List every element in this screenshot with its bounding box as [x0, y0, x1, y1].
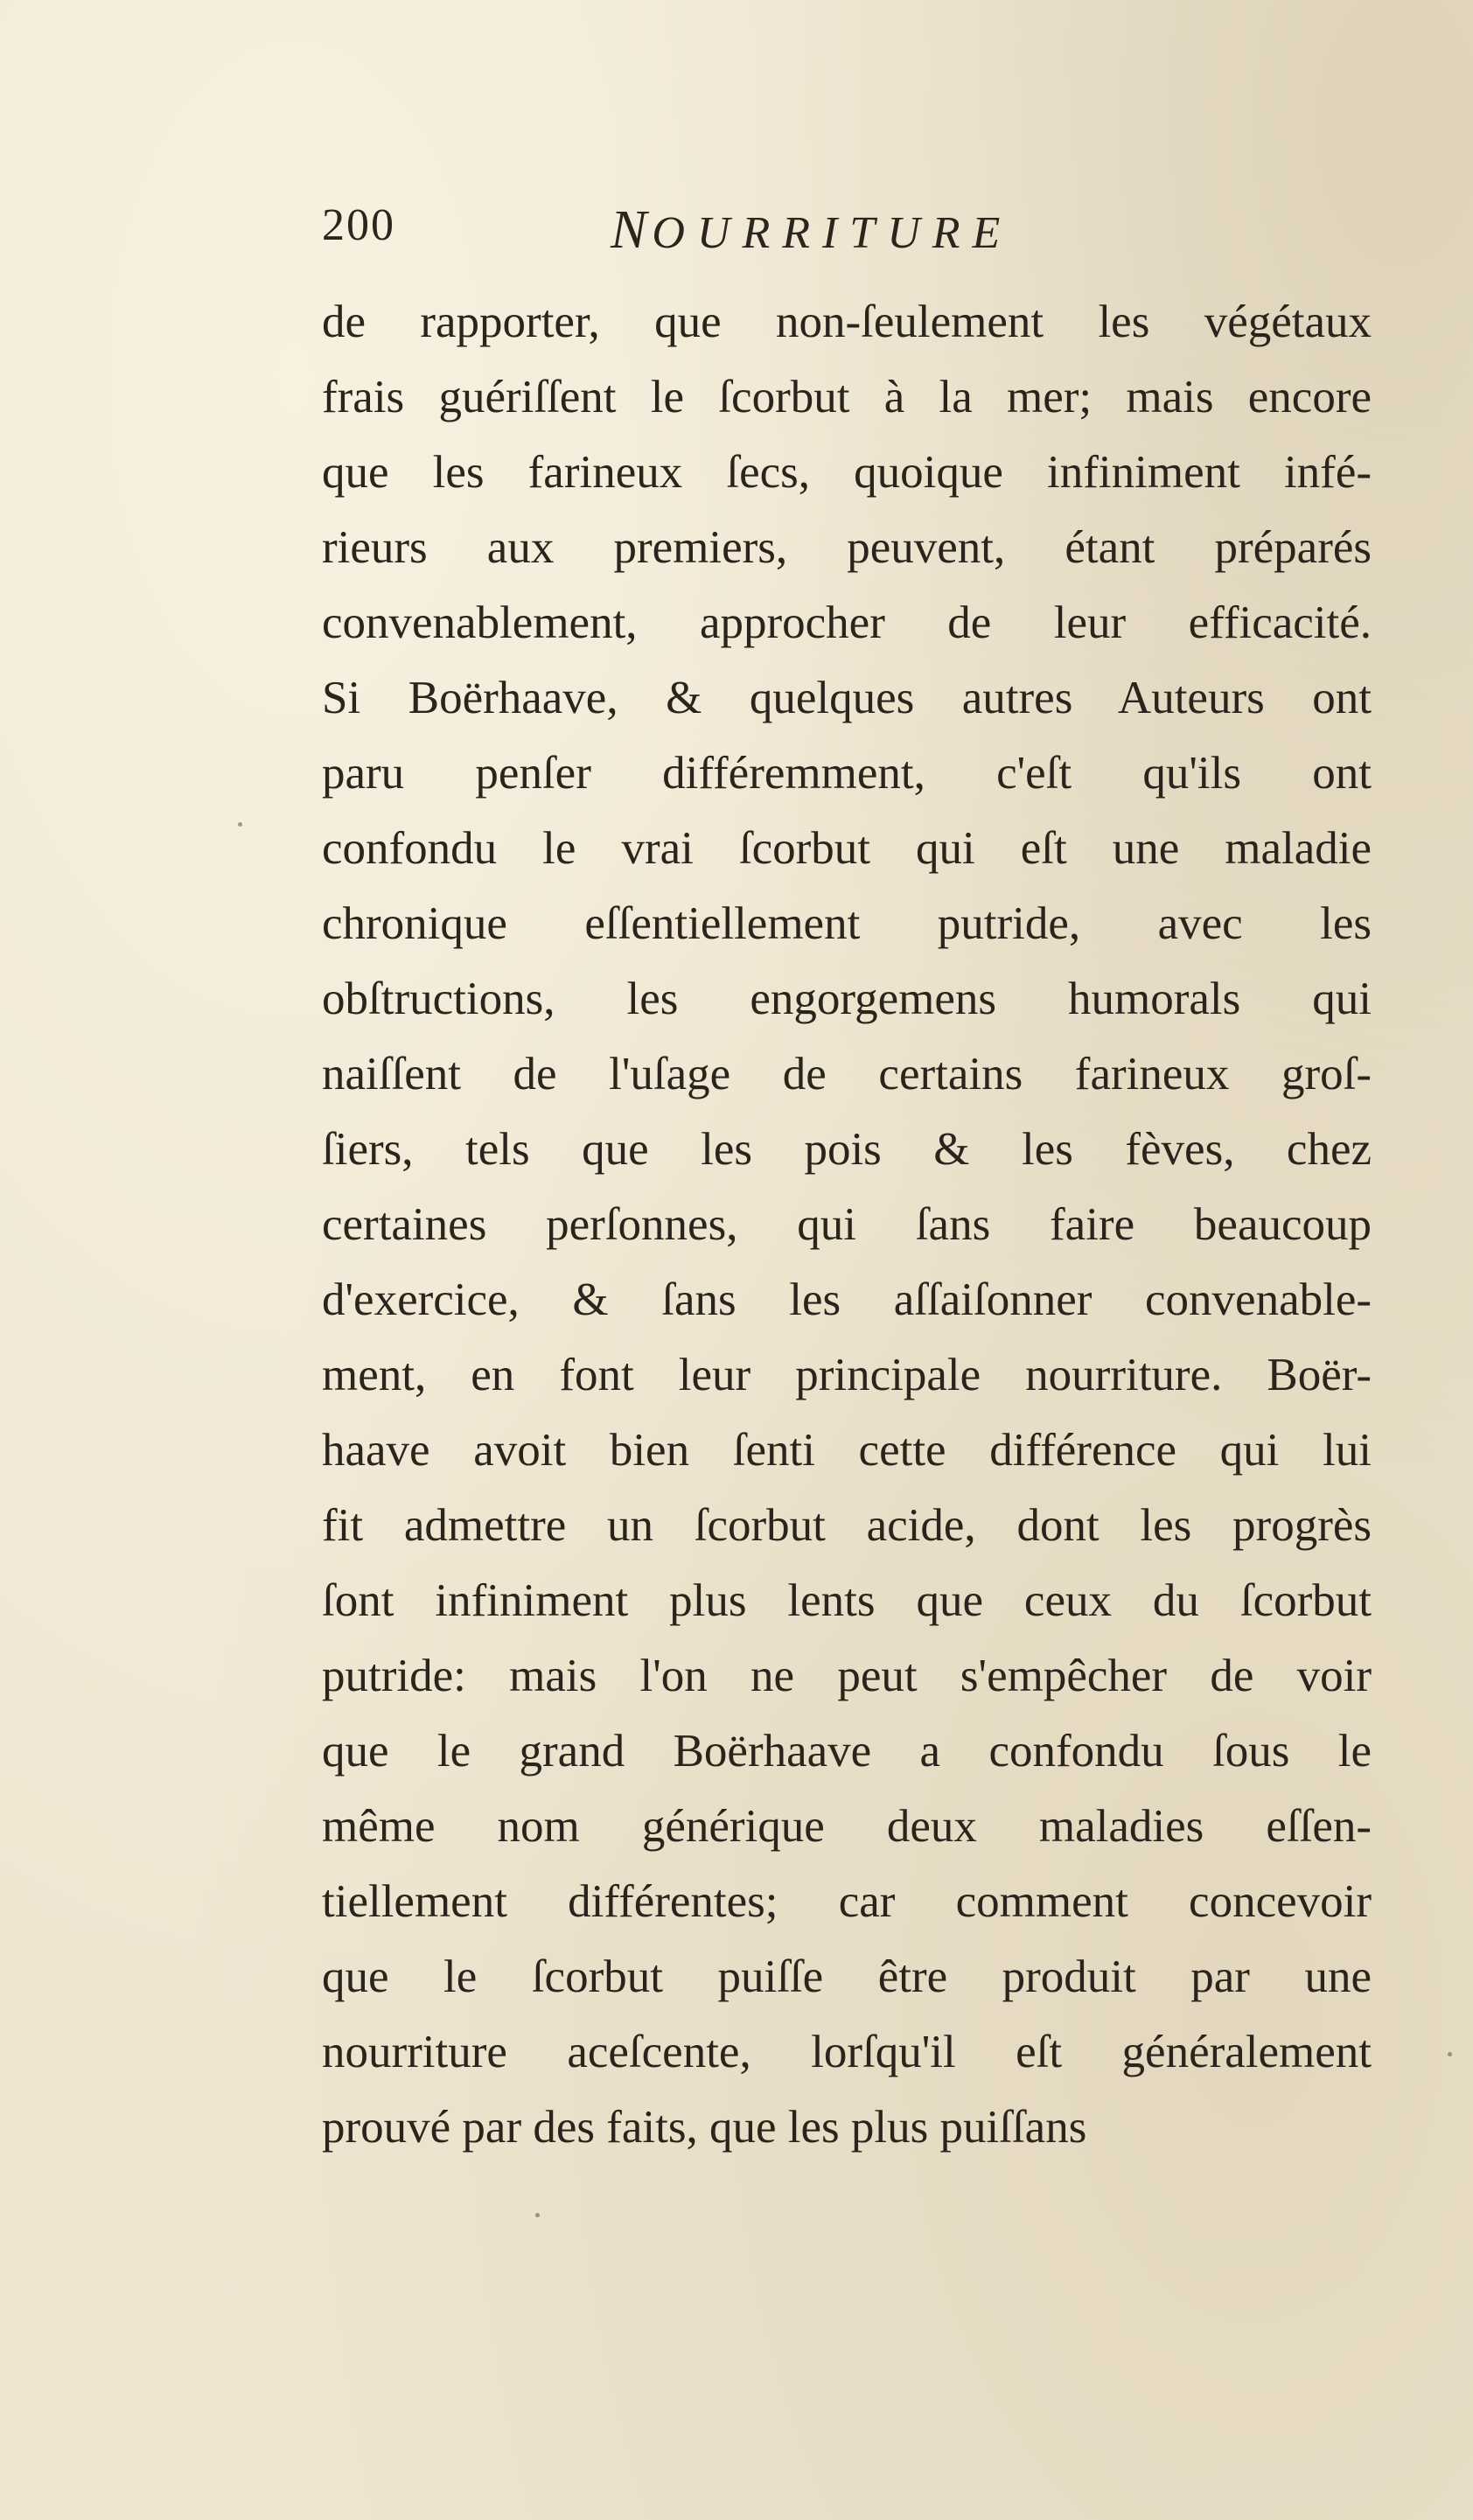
- text-line: nourriture aceſcente, lorſqu'il eſt généralement: [322, 2027, 1372, 2077]
- paper-speck: [535, 2213, 540, 2217]
- text-line: putride: mais l'on ne peut s'empêcher de voir: [322, 1651, 1372, 1701]
- text-line: rieurs aux premiers, peuvent, étant préparés: [322, 522, 1372, 573]
- page-header: [322, 199, 1197, 261]
- paper-speck: [1448, 2052, 1452, 2056]
- page-number: 200: [322, 200, 395, 250]
- running-head: [611, 199, 1012, 262]
- text-line: chronique eſſentiellement putride, avec les: [322, 898, 1372, 949]
- text-line: même nom générique deux maladies eſſen-: [322, 1801, 1372, 1852]
- text-line: naiſſent de l'uſage de certains farineux groſ-: [322, 1049, 1372, 1099]
- text-line: fit admettre un ſcorbut acide, dont les progrès: [322, 1500, 1372, 1551]
- text-line: d'exercice, & ſans les aſſaiſonner convenable-: [322, 1274, 1372, 1325]
- text-line: Si Boërhaave, & quelques autres Auteurs ont: [322, 673, 1372, 723]
- text-line: que le ſcorbut puiſſe être produit par une: [322, 1951, 1372, 2002]
- text-line: obſtructions, les engorgemens humorals qui: [322, 974, 1372, 1024]
- text-line: certaines perſonnes, qui ſans faire beaucoup: [322, 1199, 1372, 1250]
- running-head-rest: OURRITURE: [652, 208, 1013, 258]
- text-line: de rapporter, que non-ſeulement les végétaux: [322, 297, 1372, 347]
- text-line: frais guériſſent le ſcorbut à la mer; mais encore: [322, 372, 1372, 422]
- text-line: que les farineux ſecs, quoique infiniment infé-: [322, 447, 1372, 498]
- text-line: confondu le vrai ſcorbut qui eſt une maladie: [322, 823, 1372, 874]
- text-line: prouvé par des faits, que les plus puiſſans: [322, 2102, 1087, 2153]
- text-line: paru penſer différemment, c'eſt qu'ils ont: [322, 748, 1372, 799]
- body-text: [322, 284, 1372, 2165]
- text-line: haave avoit bien ſenti cette différence qui lui: [322, 1425, 1372, 1476]
- paper-speck: [238, 822, 242, 827]
- running-head-initial: N: [611, 200, 653, 260]
- text-line: ſont infiniment plus lents que ceux du ſcorbut: [322, 1575, 1372, 1626]
- text-line: ment, en font leur principale nourriture. Boër-: [322, 1350, 1372, 1400]
- text-line: ſiers, tels que les pois & les fèves, chez: [322, 1124, 1372, 1175]
- text-line: que le grand Boërhaave a confondu ſous le: [322, 1726, 1372, 1777]
- text-line: tiellement différentes; car comment concevoir: [322, 1876, 1372, 1927]
- text-line: convenablement, approcher de leur efficacité.: [322, 597, 1372, 648]
